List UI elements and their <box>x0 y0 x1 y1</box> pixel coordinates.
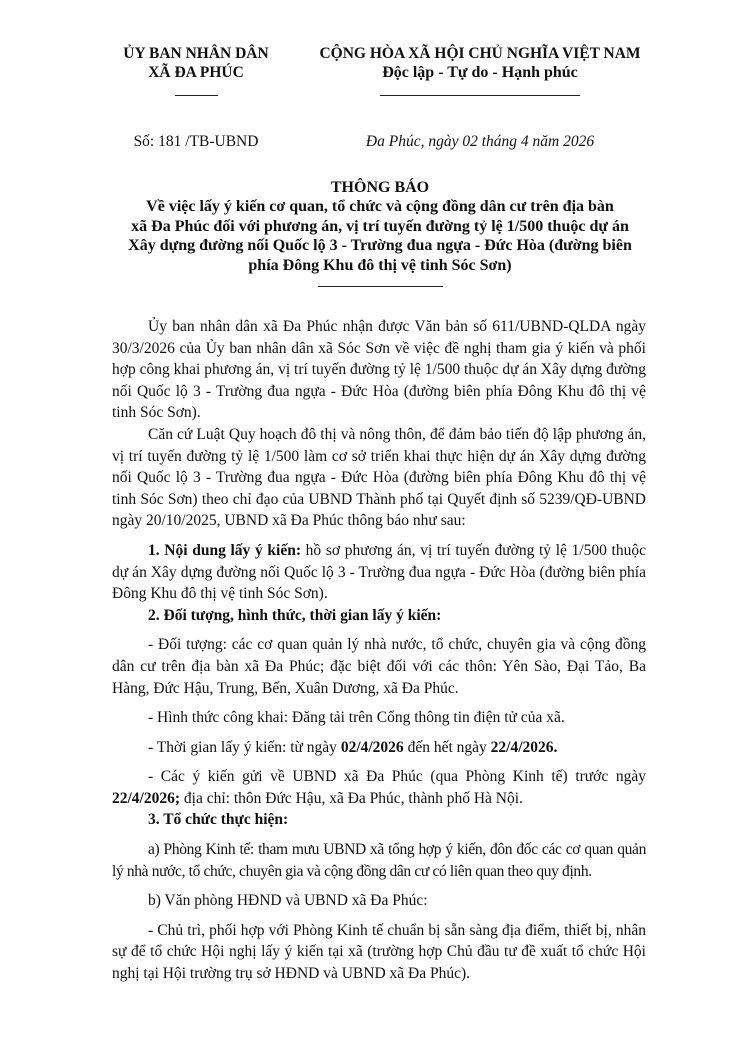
subject-line: Về việc lấy ý kiến cơ quan, tổ chức và cộng đồng dân cư trên địa bàn <box>146 198 614 215</box>
time-end: 22/4/2026. <box>490 738 558 756</box>
place-date: Đa Phúc, ngày 02 tháng 4 năm 2026 <box>365 133 595 150</box>
section-3-heading: 3. Tổ chức thực hiện: <box>148 811 289 829</box>
send-prefix: - Các ý kiến gửi về UBND xã Đa Phúc (qua Phòng Kinh tế) trước ngày <box>148 768 646 786</box>
issuing-agency <box>112 44 280 96</box>
document-type: THÔNG BÁO <box>330 179 430 196</box>
section-3-b-text: - Chủ trì, phối hợp với Phòng Kinh tế chuẩn bị sẵn sàng địa điểm, thiết bị, nhân sự để tổ chức Hội nghị lấy ý kiến tại xã (trường hợp Chủ đầu tư đề xuất tổ chức Hội nghị tại Hội trường trụ sở HĐND và UBND xã Đa Phúc). <box>112 921 646 983</box>
title-block <box>100 178 660 287</box>
section-1-text: hồ sơ phương án, vị trí tuyến đường tỷ lệ 1/500 thuộc dự án Xây dựng đường nối Quốc lộ 3 - Trường đua ngựa - Đức Hòa (đường biên phía Đông Khu đô thị vệ tinh Sóc Sơn). <box>112 541 646 603</box>
send-date: 22/4/2026; <box>112 789 181 807</box>
section-3-b-label: b) Văn phòng HĐND và UBND xã Đa Phúc: <box>148 892 428 910</box>
section-3-a: a) Phòng Kinh tế: tham mưu UBND xã tổng hợp ý kiến, đôn đốc các cơ quan quản lý nhà nước, tổ chức, chuyên gia và cộng đồng dân cư có liên quan theo quy định. <box>112 841 646 880</box>
subject-line: phía Đông Khu đô thị vệ tinh Sóc Sơn) <box>248 256 512 274</box>
subject-line: Xây dựng đường nối Quốc lộ 3 - Trường đua ngựa - Đức Hòa (đường biên <box>128 237 632 254</box>
section-2-form: - Hình thức công khai: Đăng tải trên Cổng thông tin điện tử của xã. <box>148 709 565 727</box>
title-underline <box>318 286 443 287</box>
section-2-submission <box>112 766 646 809</box>
basis-paragraph: Căn cứ Luật Quy hoạch đô thị và nông thôn, để đảm bảo tiến độ lập phương án, vị trí tuyến đường tỷ lệ 1/500 làm cơ sở triển khai thực hiện dự án Xây dựng đường nối Quốc lộ 3 - Trường đua ngựa - Đức Hòa (đường biên phía Đông Khu đô thị vệ tinh Sóc Sơn) theo chỉ đạo của UBND Thành phố tại Quyết định số 5239/QĐ-UBND ngày 20/10/2025, UBND xã Đa Phúc thông báo như sau: <box>112 425 646 530</box>
motto-underline <box>380 95 580 96</box>
document-body <box>112 316 646 985</box>
agency-underline <box>175 95 218 96</box>
section-2-subjects: - Đối tượng: các cơ quan quản lý nhà nước, tổ chức, chuyên gia và cộng đồng dân cư trên địa bàn xã Đa Phúc; đặc biệt đối với các thôn: Yên Sào, Đại Tảo, Ba Hàng, Đức Hậu, Trung, Bến, Xuân Dương, xã Đa Phúc. <box>112 636 646 697</box>
document-number: Số: 181 /TB-UBND <box>133 133 259 150</box>
nation-name: CỘNG HÒA XÃ HỘI CHỦ NGHĨA VIỆT NAM <box>319 45 641 62</box>
agency-line-2: XÃ ĐA PHÚC <box>148 64 244 81</box>
send-suffix: địa chỉ: thôn Đức Hậu, xã Đa Phúc, thành phố Hà Nội. <box>180 789 523 807</box>
section-2-heading: 2. Đối tượng, hình thức, thời gian lấy ý kiến: <box>148 606 442 624</box>
time-mid: đến hết ngày <box>403 738 491 756</box>
time-start: 02/4/2026 <box>340 738 404 756</box>
agency-line-1: ỦY BAN NHÂN DÂN <box>123 45 269 62</box>
section-1-label: 1. Nội dung lấy ý kiến: <box>148 541 301 559</box>
national-motto <box>300 44 660 96</box>
motto: Độc lập - Tự do - Hạnh phúc <box>382 64 578 81</box>
intro-paragraph: Ủy ban nhân dân xã Đa Phúc nhận được Văn bản số 611/UBND-QLDA ngày 30/3/2026 của Ủy ban nhân dân xã Sóc Sơn về việc đề nghị tham gia ý kiến và phối hợp công khai phương án, vị trí tuyến đường tỷ lệ 1/500 thuộc dự án Xây dựng đường nối Quốc lộ 3 - Trường đua ngựa - Đức Hòa (đường biên phía Đông Khu đô thị vệ tinh Sóc Sơn). <box>112 318 646 422</box>
section-1 <box>112 540 646 605</box>
time-prefix: - Thời gian lấy ý kiến: từ ngày <box>148 738 341 756</box>
section-2-time <box>112 737 646 759</box>
subject-line: xã Đa Phúc đối với phương án, vị trí tuyến đường tỷ lệ 1/500 thuộc dự án <box>131 217 629 235</box>
